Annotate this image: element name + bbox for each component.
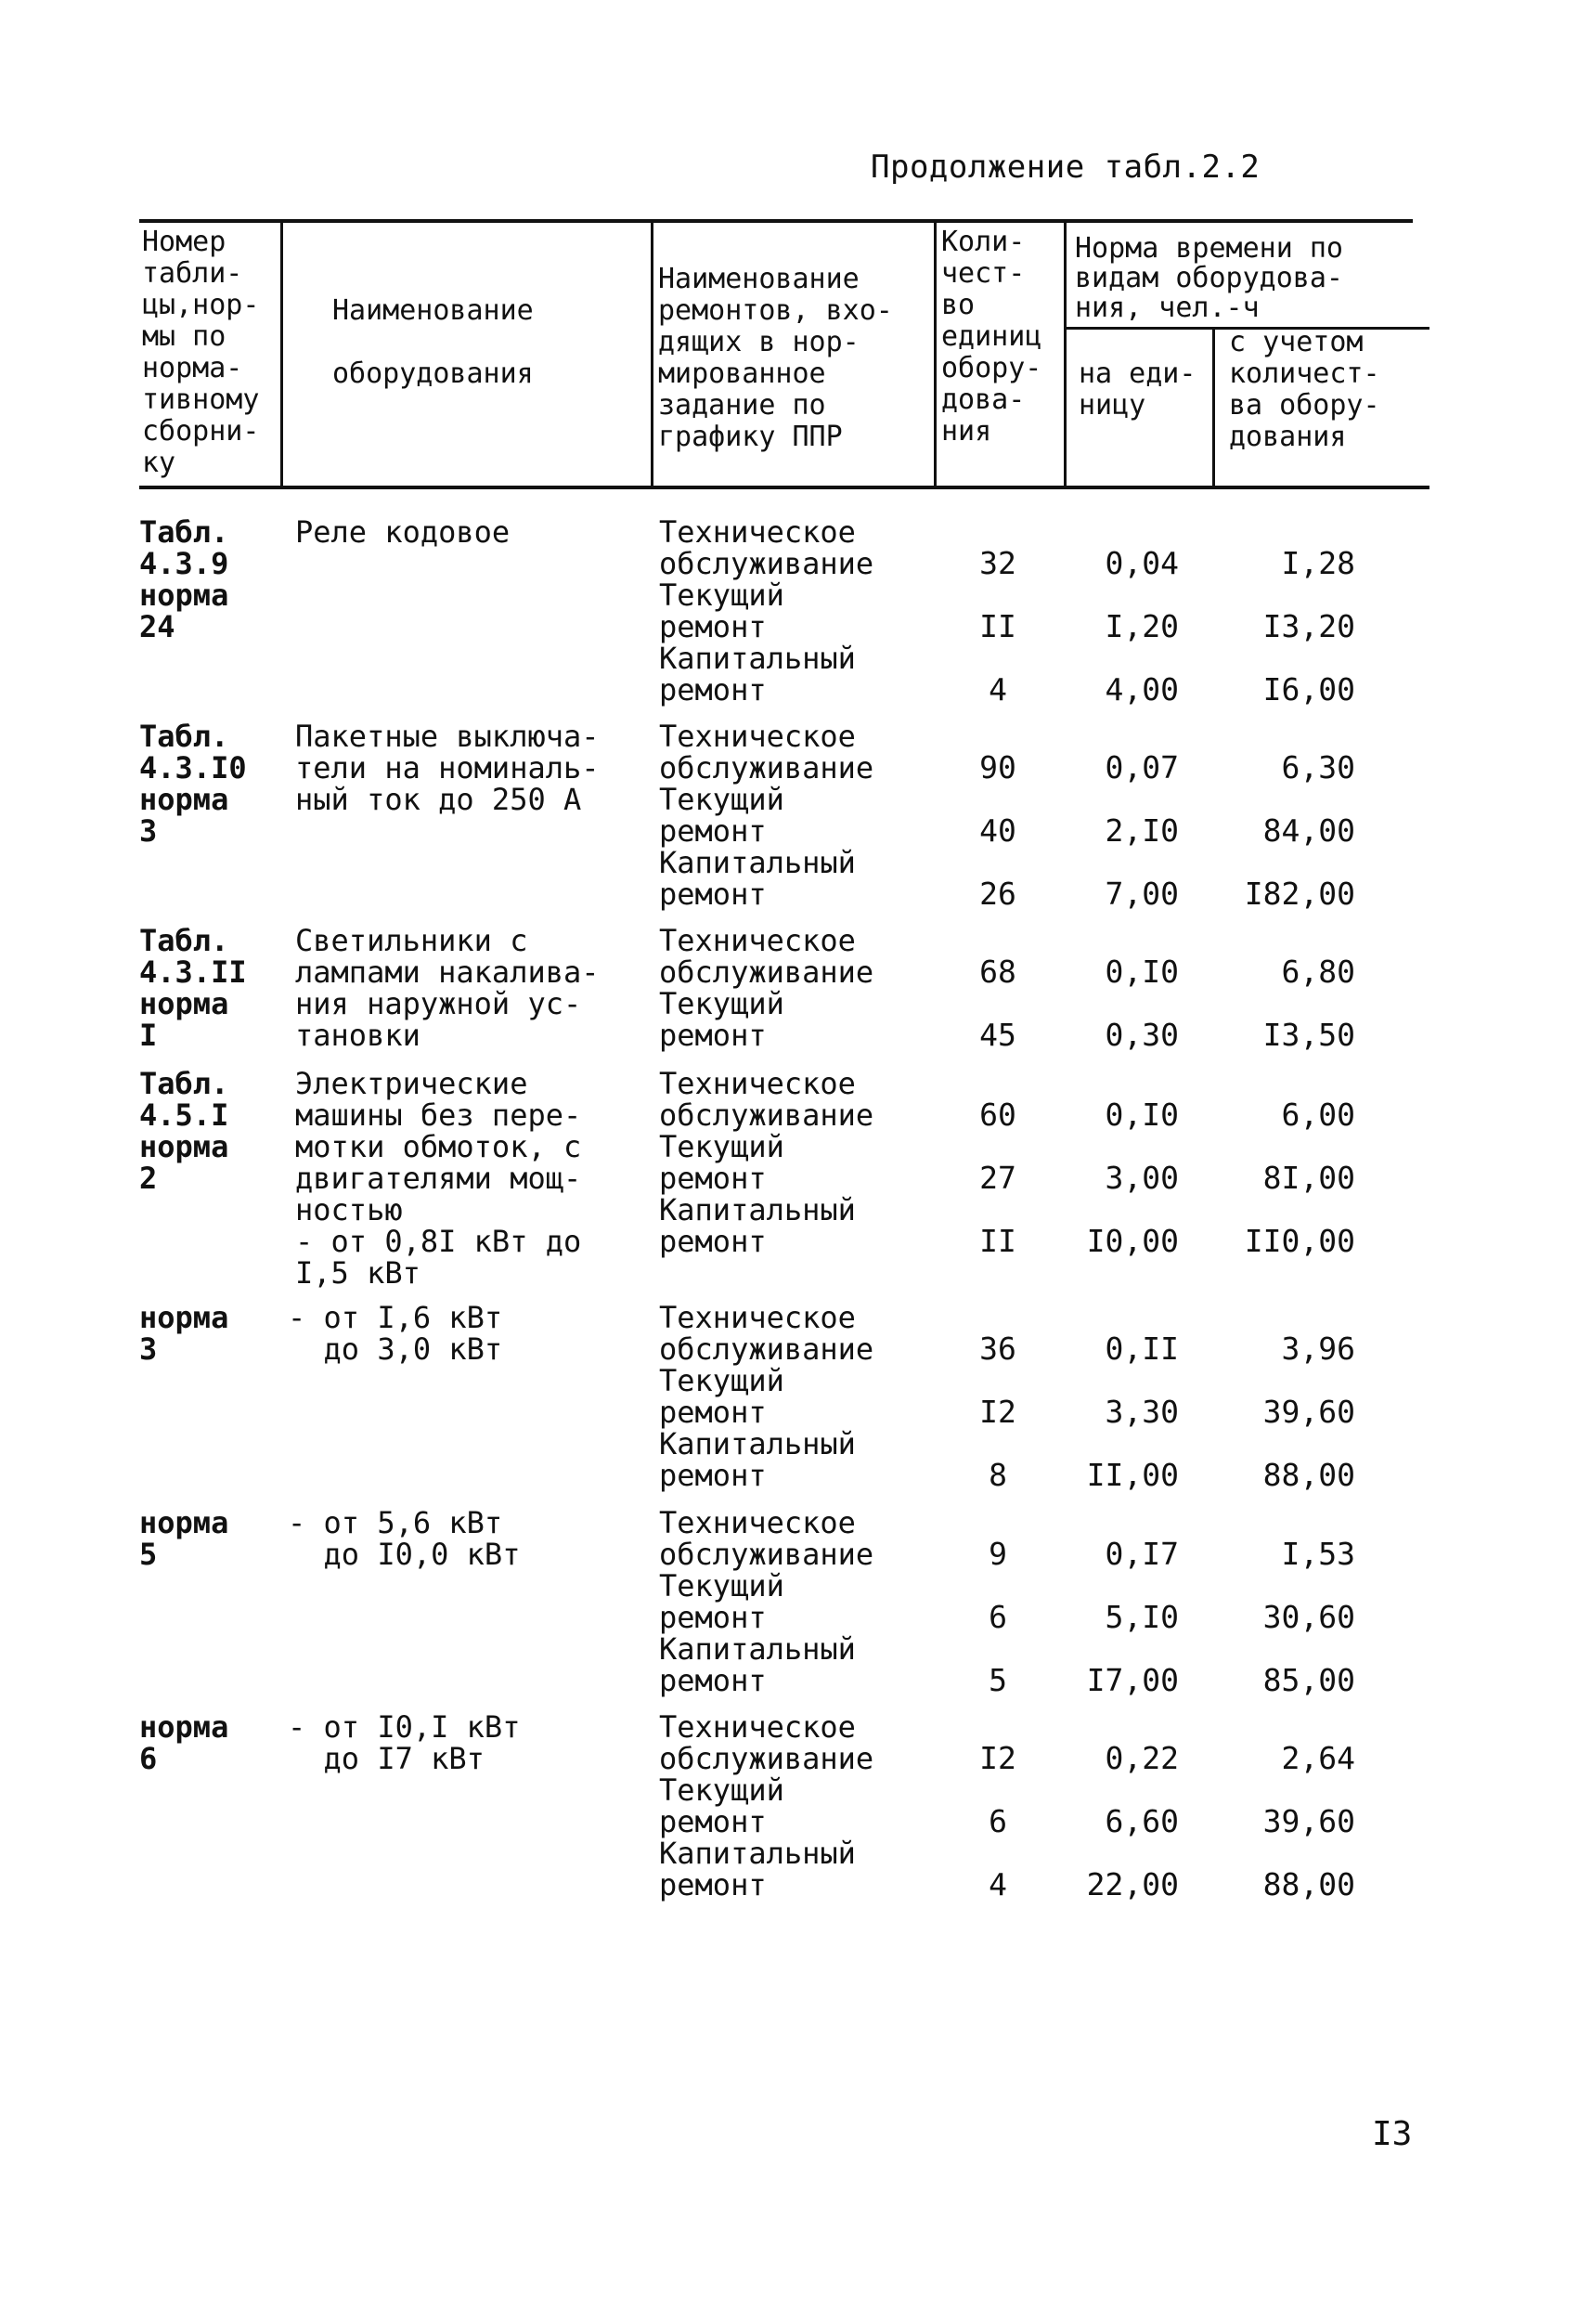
row-equipment-name: - от I,6 кВт до 3,0 кВт	[288, 1300, 503, 1367]
row-quantity: 45	[979, 1017, 1016, 1053]
row-repair-name: Техническое обслуживание	[659, 514, 874, 581]
row-per-unit-norm: 0,07	[1105, 749, 1179, 785]
row-per-unit-norm: II,00	[1086, 1457, 1179, 1493]
row-equipment-name: Пакетные выключа- тели на номиналь- ный ток до 250 А	[295, 719, 600, 817]
row-quantity: 8	[989, 1457, 1007, 1493]
col-divider-5	[1212, 327, 1215, 488]
row-quantity: 90	[979, 749, 1016, 785]
row-table-reference: норма 5	[139, 1505, 229, 1572]
row-quantity: 32	[979, 545, 1016, 581]
row-per-unit-norm: 2,I0	[1105, 812, 1179, 849]
header-col-per-unit: на еди- ницу	[1079, 357, 1196, 422]
row-quantity: 36	[979, 1331, 1016, 1367]
row-table-reference: норма 6	[139, 1709, 229, 1776]
row-per-unit-norm: 5,I0	[1105, 1599, 1179, 1635]
row-repair-name: Техническое обслуживание	[659, 1505, 874, 1572]
row-per-unit-norm: I7,00	[1086, 1662, 1179, 1698]
row-per-unit-norm: I,20	[1105, 608, 1179, 644]
header-col-total: с учетом количест- ва обору- дования	[1229, 326, 1380, 453]
row-per-unit-norm: 3,00	[1105, 1160, 1179, 1196]
row-quantity: 60	[979, 1097, 1016, 1133]
row-repair-name: Текущий ремонт	[659, 1772, 784, 1839]
row-per-unit-norm: 0,I0	[1105, 954, 1179, 990]
row-quantity: 9	[989, 1536, 1007, 1572]
row-quantity: II	[979, 608, 1016, 644]
row-total-norm: 88,00	[1262, 1866, 1355, 1902]
header-col-quantity: Коли- чест- во единиц обору- дова- ния	[941, 226, 1042, 448]
row-equipment-name: - от I0,I кВт до I7 кВт	[288, 1709, 521, 1776]
row-table-reference: норма 3	[139, 1300, 229, 1367]
row-per-unit-norm: I0,00	[1086, 1223, 1179, 1259]
row-total-norm: 84,00	[1262, 812, 1355, 849]
row-total-norm: 8I,00	[1262, 1160, 1355, 1196]
row-per-unit-norm: 0,30	[1105, 1017, 1179, 1053]
row-repair-name: Капитальный ремонт	[659, 845, 856, 912]
row-per-unit-norm: 0,II	[1105, 1331, 1179, 1367]
row-total-norm: I82,00	[1244, 876, 1355, 912]
row-repair-name: Текущий ремонт	[659, 1129, 784, 1196]
row-per-unit-norm: 0,04	[1105, 545, 1179, 581]
row-total-norm: 6,30	[1281, 749, 1355, 785]
row-repair-name: Капитальный ремонт	[659, 1192, 856, 1259]
row-repair-name: Текущий ремонт	[659, 782, 784, 849]
row-total-norm: 3,96	[1281, 1331, 1355, 1367]
row-repair-name: Техническое обслуживание	[659, 1066, 874, 1133]
row-equipment-name: Светильники с лампами накалива- ния наружной ус- тановки	[295, 923, 600, 1053]
row-repair-name: Текущий ремонт	[659, 1363, 784, 1430]
row-total-norm: I3,20	[1262, 608, 1355, 644]
row-quantity: 4	[989, 671, 1007, 708]
row-total-norm: 39,60	[1262, 1803, 1355, 1839]
row-total-norm: 88,00	[1262, 1457, 1355, 1493]
row-table-reference: Табл. 4.3.I0 норма 3	[139, 719, 247, 849]
row-quantity: I2	[979, 1394, 1016, 1430]
row-per-unit-norm: 0,22	[1105, 1740, 1179, 1776]
row-total-norm: I6,00	[1262, 671, 1355, 708]
row-repair-name: Техническое обслуживание	[659, 923, 874, 990]
row-quantity: II	[979, 1223, 1016, 1259]
row-repair-name: Капитальный ремонт	[659, 1426, 856, 1493]
row-quantity: 6	[989, 1803, 1007, 1839]
row-total-norm: 6,80	[1281, 954, 1355, 990]
row-quantity: 40	[979, 812, 1016, 849]
row-repair-name: Техническое обслуживание	[659, 1300, 874, 1367]
row-quantity: 4	[989, 1866, 1007, 1902]
row-per-unit-norm: 22,00	[1086, 1866, 1179, 1902]
row-per-unit-norm: 6,60	[1105, 1803, 1179, 1839]
header-col-repair-name: Наименование ремонтов, вхо- дящих в нор- мированное задание по графику ППР	[658, 263, 893, 453]
page-number: I3	[1372, 2115, 1413, 2153]
row-quantity: 5	[989, 1662, 1007, 1698]
row-table-reference: Табл. 4.3.9 норма 24	[139, 514, 229, 644]
col-divider-2	[651, 219, 653, 488]
row-repair-name: Техническое обслуживание	[659, 719, 874, 785]
col-divider-4	[1064, 219, 1067, 488]
row-per-unit-norm: 3,30	[1105, 1394, 1179, 1430]
row-per-unit-norm: 0,I7	[1105, 1536, 1179, 1572]
header-col-time-norm: Норма времени по видам оборудова- ния, чел.-ч	[1075, 232, 1343, 324]
row-quantity: 26	[979, 876, 1016, 912]
row-quantity: 27	[979, 1160, 1016, 1196]
row-total-norm: I,28	[1281, 545, 1355, 581]
header-top-rule	[139, 219, 1413, 223]
header-bottom-rule	[139, 486, 1429, 489]
row-table-reference: Табл. 4.5.I норма 2	[139, 1066, 229, 1196]
table-caption: Продолжение табл.2.2	[871, 149, 1261, 186]
header-col-table-number: Номер табли- цы,нор- мы по норма- тивному сборни- ку	[142, 226, 260, 479]
row-per-unit-norm: 7,00	[1105, 876, 1179, 912]
row-total-norm: 30,60	[1262, 1599, 1355, 1635]
col-divider-3	[934, 219, 937, 488]
row-quantity: I2	[979, 1740, 1016, 1776]
row-repair-name: Текущий ремонт	[659, 1568, 784, 1635]
row-quantity: 6	[989, 1599, 1007, 1635]
row-repair-name: Текущий ремонт	[659, 578, 784, 644]
row-repair-name: Капитальный ремонт	[659, 1631, 856, 1698]
row-quantity: 68	[979, 954, 1016, 990]
row-equipment-name: Электрические машины без пере- мотки обмоток, с двигателями мощ- ностью - от 0,8I кВт до I,5 кВт	[295, 1066, 582, 1291]
row-per-unit-norm: 4,00	[1105, 671, 1179, 708]
row-equipment-name: - от 5,6 кВт до I0,0 кВт	[288, 1505, 521, 1572]
row-equipment-name: Реле кодовое	[295, 514, 511, 550]
row-per-unit-norm: 0,I0	[1105, 1097, 1179, 1133]
row-total-norm: 39,60	[1262, 1394, 1355, 1430]
row-repair-name: Техническое обслуживание	[659, 1709, 874, 1776]
col-divider-1	[280, 219, 283, 488]
row-total-norm: 6,00	[1281, 1097, 1355, 1133]
header-col-equipment-name: Наименование оборудования	[332, 294, 534, 390]
row-repair-name: Текущий ремонт	[659, 986, 784, 1053]
row-total-norm: 2,64	[1281, 1740, 1355, 1776]
row-total-norm: I3,50	[1262, 1017, 1355, 1053]
row-total-norm: II0,00	[1244, 1223, 1355, 1259]
row-repair-name: Капитальный ремонт	[659, 641, 856, 708]
row-total-norm: 85,00	[1262, 1662, 1355, 1698]
row-table-reference: Табл. 4.3.II норма I	[139, 923, 247, 1053]
row-repair-name: Капитальный ремонт	[659, 1836, 856, 1902]
row-total-norm: I,53	[1281, 1536, 1355, 1572]
